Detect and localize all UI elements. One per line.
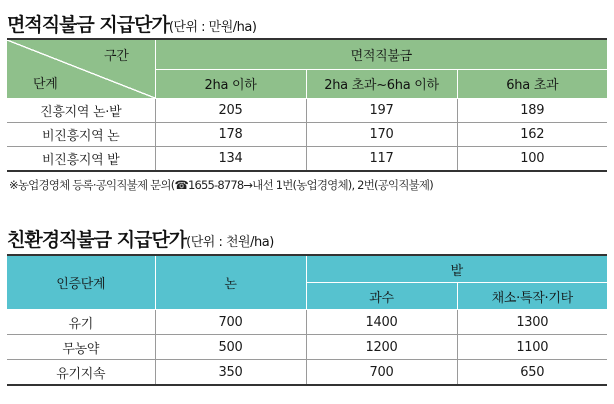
table-cell: 1400: [306, 310, 457, 335]
table2-unit: (단위 : 천원/ha): [186, 235, 274, 250]
table-cell: 1200: [306, 335, 457, 360]
table-cell: 350: [155, 360, 306, 386]
table-cell: 650: [457, 360, 607, 386]
corner-header-section: 구간: [103, 49, 129, 64]
row-label: 진흥지역 논·밭: [7, 99, 155, 123]
row-label: 비진흥지역 논: [7, 123, 155, 147]
table-cell: 1100: [457, 335, 607, 360]
row-label: 무농약: [7, 335, 155, 360]
table2-title-text: 친환경직불금 지급단가: [7, 229, 187, 251]
table2-title: [7, 225, 274, 252]
header-field: 밭: [306, 255, 607, 283]
table-cell: 189: [457, 99, 607, 123]
table-row: [7, 310, 607, 335]
column-header: 2ha 이하: [155, 69, 306, 99]
corner-header-cell: [7, 39, 155, 99]
area-payment-table: [7, 38, 607, 172]
row-label: 비진흥지역 밭: [7, 147, 155, 172]
table-cell: 100: [457, 147, 607, 172]
column-header: 6ha 초과: [457, 69, 607, 99]
table1-title-text: 면적직불금 지급단가: [7, 14, 169, 36]
table-row: [7, 147, 607, 172]
table-cell: 700: [155, 310, 306, 335]
table-cell: 197: [306, 99, 457, 123]
table-cell: 700: [306, 360, 457, 386]
contact-note: ※농업경영체 등록·공익직불제 문의(☎1655-8778→내선 1번(농업경영체), 2번(공익직불제): [9, 178, 433, 192]
group-header-area-payment: 면적직불금: [155, 39, 607, 69]
table-row: [7, 360, 607, 386]
table-cell: 117: [306, 147, 457, 172]
eco-payment-table: [7, 254, 607, 386]
table-cell: 1300: [457, 310, 607, 335]
column-header: 과수: [306, 283, 457, 310]
table-row: [7, 99, 607, 123]
column-header: 채소·특작·기타: [457, 283, 607, 310]
row-label: 유기지속: [7, 360, 155, 386]
table-cell: 500: [155, 335, 306, 360]
table-cell: 178: [155, 123, 306, 147]
table1-title: [7, 10, 256, 37]
table-cell: 170: [306, 123, 457, 147]
header-stage: 인증단계: [7, 255, 155, 310]
table-row: [7, 335, 607, 360]
column-header: 2ha 초과~6ha 이하: [306, 69, 457, 99]
row-label: 유기: [7, 310, 155, 335]
header-rice-paddy: 논: [155, 255, 306, 310]
corner-header-stage: 단계: [33, 77, 58, 92]
table-cell: 205: [155, 99, 306, 123]
table-row: [7, 123, 607, 147]
table1-unit: (단위 : 만원/ha): [168, 20, 257, 35]
table-cell: 134: [155, 147, 306, 172]
table-cell: 162: [457, 123, 607, 147]
